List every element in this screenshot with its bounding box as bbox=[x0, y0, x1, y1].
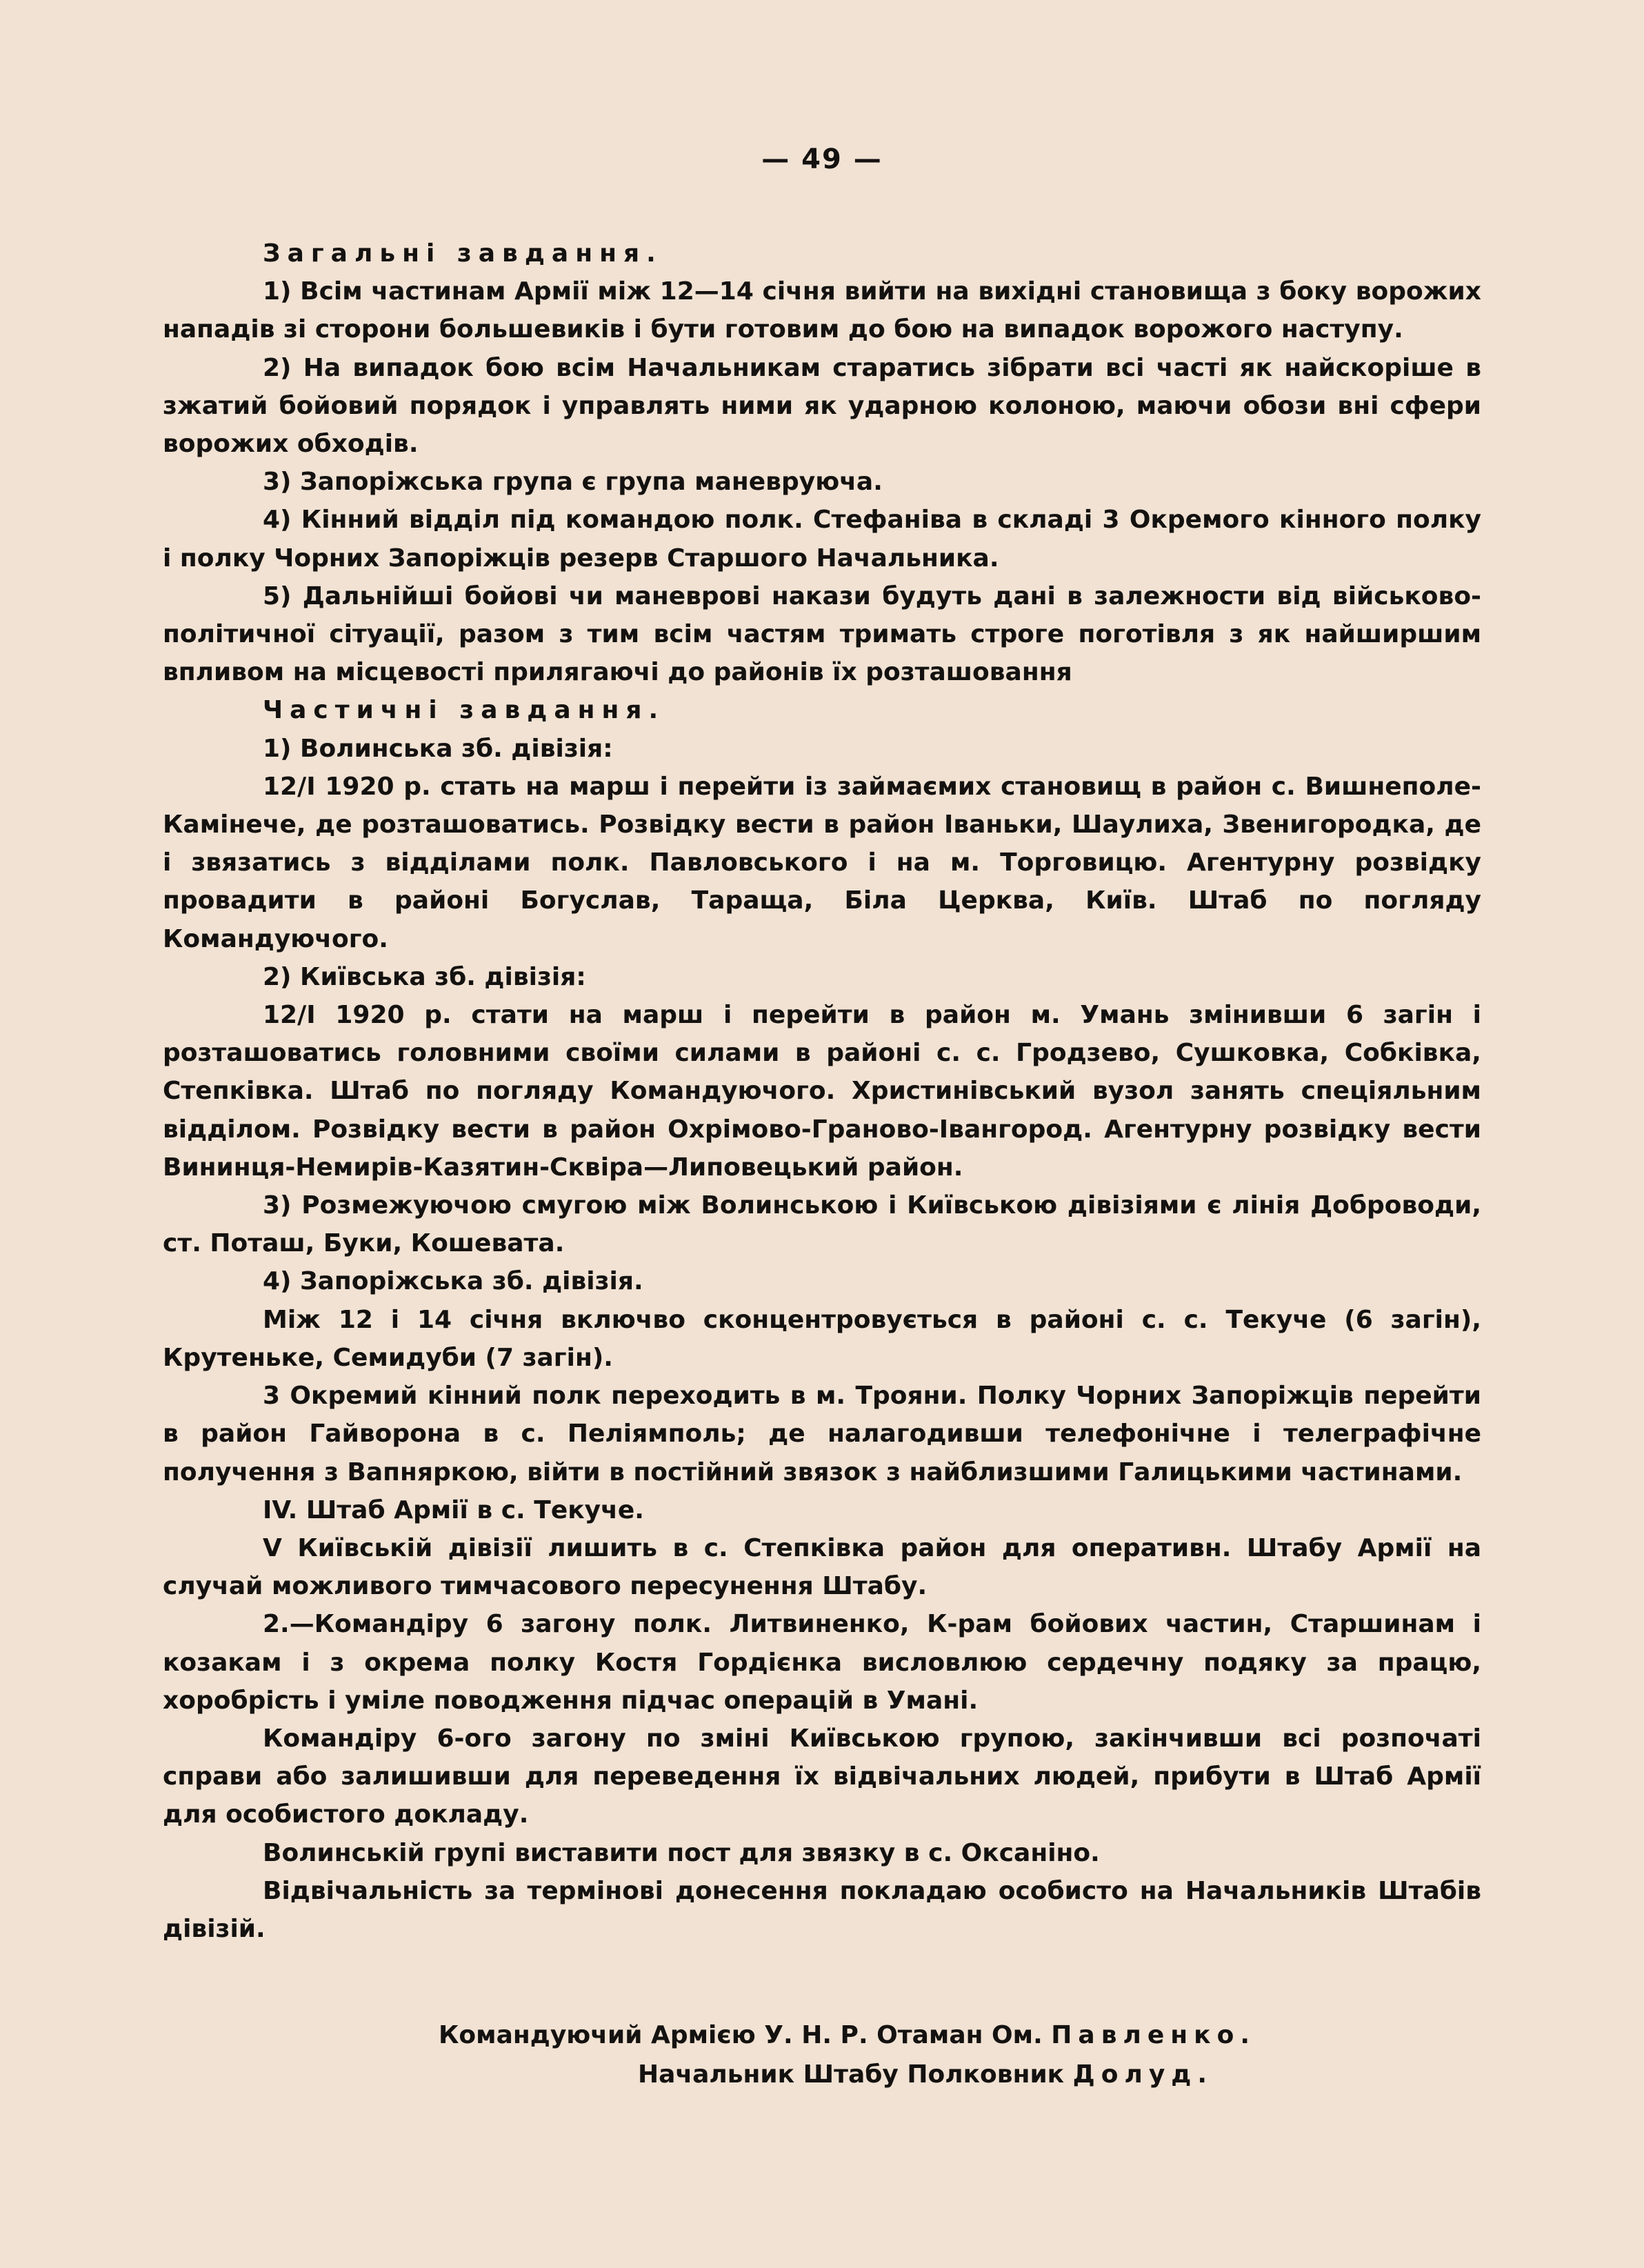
general-task-3: 3) Запоріжська група є група маневруюча. bbox=[263, 468, 883, 497]
volyn-post-order: Волинській групі виставити пост для звязку в с. Оксаніно. bbox=[263, 1838, 1100, 1867]
army-headquarters: IV. Штаб Армії в с. Текуче. bbox=[263, 1495, 644, 1524]
cavalry-regiment-orders: 3 Окремий кінний полк переходить в м. Трояни. Полку Чорних Запоріжців перейти в район Гайворона в с. Пелiямполь; де налагодивши телефонічне і телеграфічне получення з Вапняркою, війти в постійний звязок з найблизшими Галицькими частинами. bbox=[163, 1382, 1481, 1486]
kyiv-division-leave-area: V Київській дівізії лишить в с. Степківка район для оперативн. Штабу Армії на случай можливого тимчасового пересунення Штабу. bbox=[163, 1533, 1481, 1601]
zaporizhian-division-title: 4) Запоріжська зб. дівізія. bbox=[263, 1267, 643, 1296]
chief-of-staff-signature bbox=[0, 2055, 1644, 2094]
chief-of-staff-title: Начальник Штабу Полковник bbox=[638, 2060, 1065, 2089]
thanks-paragraph: 2.—Командіру 6 загону полк. Литвиненко, К-рам бойових частин, Старшинам і козакам і з окрема полку Костя Гордієнка висловлюю сердечну подяку за працю, хоробрість і уміле поводження підчас операцій в Умані. bbox=[163, 1610, 1481, 1715]
zaporizhian-division-text: Між 12 і 14 січня включво сконцентровується в районі с. с. Текуче (6 загін), Крутеньке, Семидуби (7 загін). bbox=[163, 1305, 1481, 1372]
commander-order: Командіру 6-ого загону по зміні Київською групою, закінчивши всі розпочаті справи або залишивши для переведення їх відвічальних людей, прибути в Штаб Армії для особистого докладу. bbox=[163, 1724, 1481, 1829]
signature-block bbox=[0, 2016, 1644, 2094]
order-text bbox=[163, 235, 1481, 1948]
boundary-line: 3) Розмежуючою смугою між Волинською і Київською дівізіями є лінія Доброводи, ст. Поташ, Буки, Кошевата. bbox=[163, 1191, 1481, 1258]
page-number: — 49 — bbox=[761, 143, 883, 175]
general-tasks-heading: Загальні завдання. bbox=[263, 239, 663, 268]
commander-title: Командуючий Армією У. Н. Р. Отаман Ом. bbox=[439, 2021, 1043, 2049]
general-task-4: 4) Кінний відділ під командою полк. Стефаніва в складі 3 Окремого кінного полку і полку Чорних Запоріжців резерв Старшого Начальника. bbox=[163, 506, 1481, 573]
volyn-division-title: 1) Волинська зб. дівізія: bbox=[263, 734, 613, 763]
volyn-division-text: 12/І 1920 р. стать на марш і перейти із займаємих становищ в район с. Вишнеполе-Камінече, де розташоватись. Розвідку вести в район Іваньки, Шаулиха, Звенигородка, де і звязатись з відділами полк. Павловського і на м. Торговицю. Агентурну розвідку провадити в районі Богуслав, Тараща, Біла Церква, Київ. Штаб по погляду Командуючого. bbox=[163, 772, 1481, 953]
partial-tasks-heading: Частичні завдання. bbox=[263, 696, 665, 725]
chief-of-staff-surname: Долуд. bbox=[1072, 2060, 1214, 2089]
kyiv-division-title: 2) Київська зб. дівізія: bbox=[263, 962, 586, 991]
responsibility-order: Відвічальність за термінові донесення покладаю особисто на Начальників Штабів дівізій. bbox=[163, 1876, 1481, 1943]
general-task-5: 5) Дальнійші бойові чи маневрові накази будуть дані в залежности від військово-політичної сітуації, разом з тим всім частям тримать строге поготівля з як найширшим впливом на місцевості прилягаючі до районів їх розташовання bbox=[163, 581, 1481, 687]
kyiv-division-text: 12/І 1920 р. стати на марш і перейти в район м. Умань змінивши 6 загін і розташоватись головними своїми силами в районі с. с. Гродзево, Сушковка, Собківка, Степківка. Штаб по погляду Командуючого. Христинівський вузол занять спеціяльним відділом. Розвідку вести в район Охрімово-Граново-Івангород. Агентурну розвідку вести Вининця-Немирів-Казятин-Сквіра—Липовецький район. bbox=[163, 1001, 1481, 1182]
commander-surname: Павленко. bbox=[1051, 2021, 1256, 2049]
general-task-2: 2) На випадок бою всім Начальникам старатись зібрати всі часті як найскоріше в зжатий бойовий порядок і управлять ними як ударною колоною, маючи обози вні сфери ворожих обходів. bbox=[163, 353, 1481, 459]
general-task-1: 1) Всім частинам Армії між 12—14 січня вийти на вихідні становища з боку ворожих нападів зі сторони большевиків і бути готовим до бою на випадок ворожого наступу. bbox=[163, 277, 1481, 344]
commander-signature bbox=[0, 2016, 1644, 2055]
